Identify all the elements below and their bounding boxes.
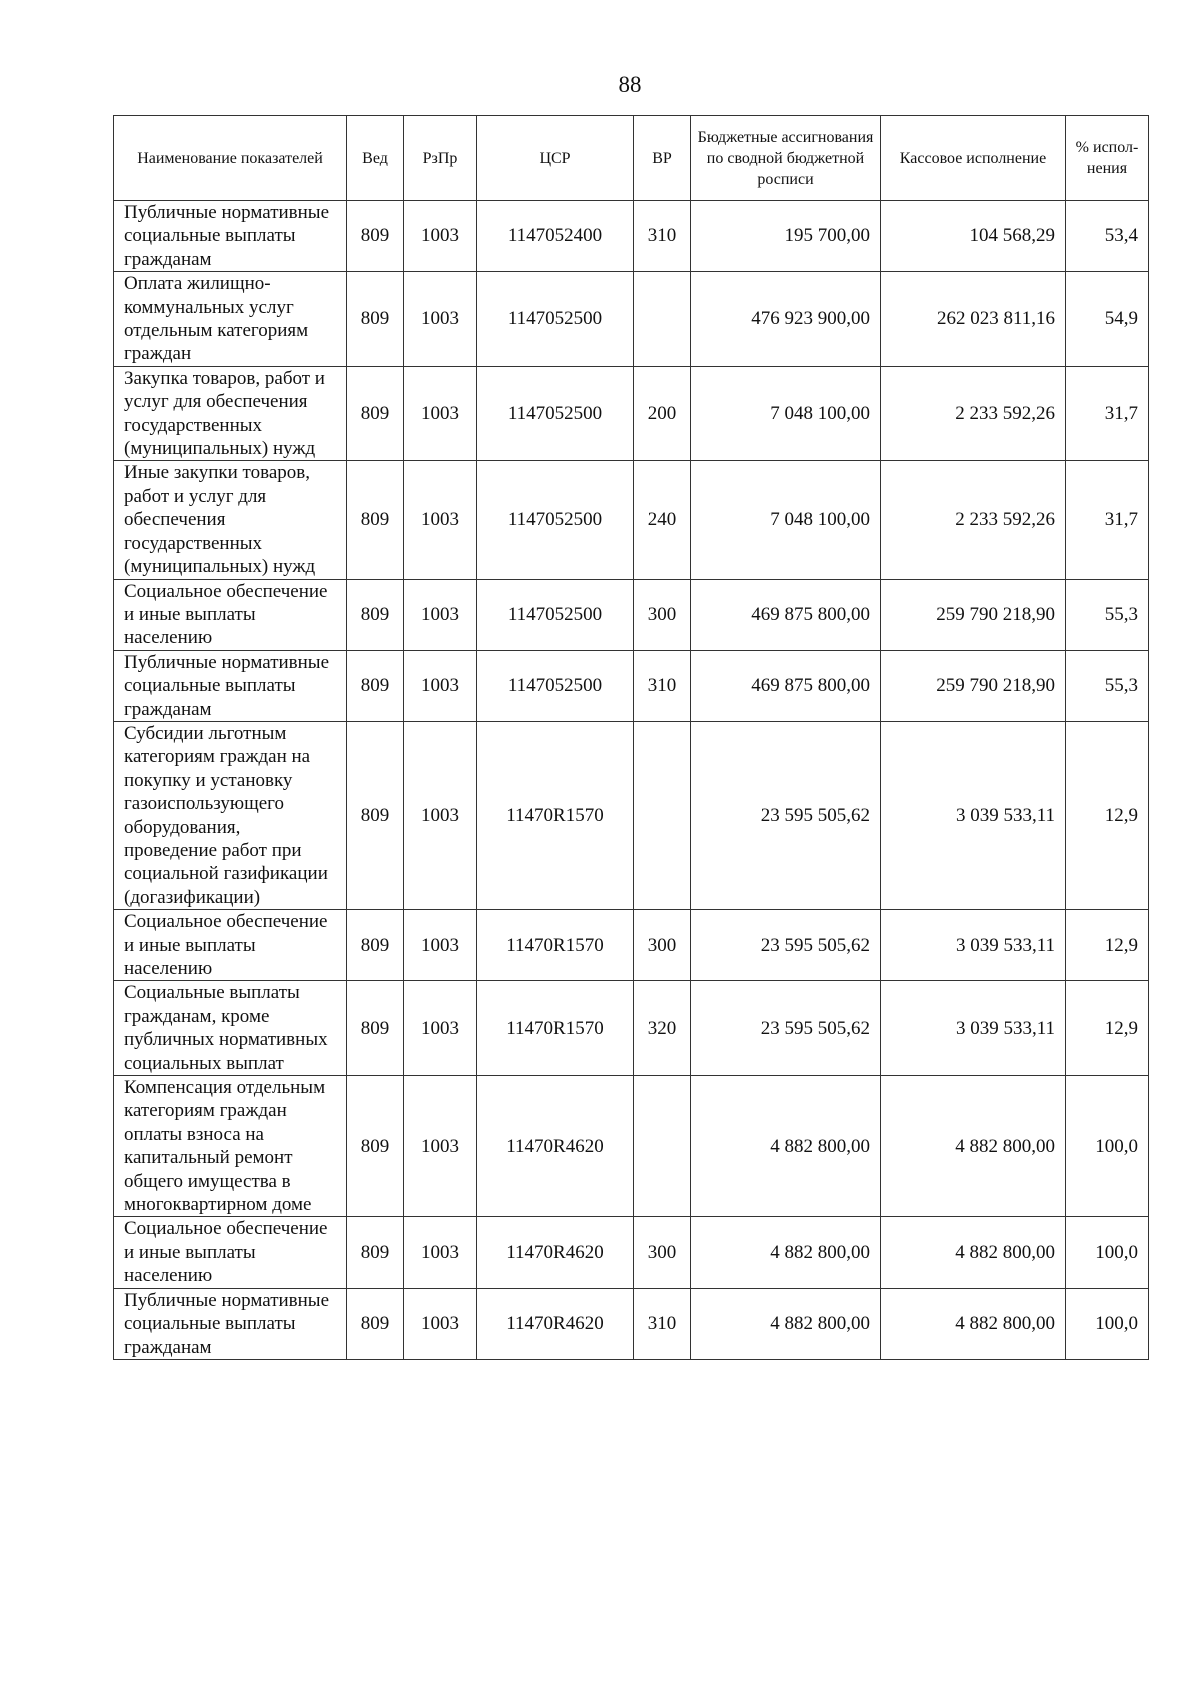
row-vr: 320 [634,981,691,1076]
table-row [114,201,1149,272]
row-percent: 100,0 [1066,1217,1149,1288]
row-csr: 1147052400 [477,201,634,272]
row-vr [634,1076,691,1217]
row-name: Публичные нормативные социальные выплаты гражданам [114,201,347,272]
row-name: Социальные выплаты гражданам, кроме публичных нормативных социальных выплат [114,981,347,1076]
row-csr: 11470R4620 [477,1288,634,1359]
row-cash: 262 023 811,16 [881,272,1066,367]
row-cash: 3 039 533,11 [881,981,1066,1076]
row-cash: 4 882 800,00 [881,1288,1066,1359]
row-cash: 259 790 218,90 [881,579,1066,650]
row-budget: 7 048 100,00 [691,366,881,461]
row-csr: 1147052500 [477,461,634,579]
row-rzpr: 1003 [404,461,477,579]
row-cash: 2 233 592,26 [881,461,1066,579]
row-vr: 300 [634,910,691,981]
row-vr: 310 [634,1288,691,1359]
row-cash: 2 233 592,26 [881,366,1066,461]
row-percent: 55,3 [1066,579,1149,650]
row-rzpr: 1003 [404,579,477,650]
table-row [114,1076,1149,1217]
row-percent: 54,9 [1066,272,1149,367]
row-percent: 12,9 [1066,910,1149,981]
row-budget: 23 595 505,62 [691,721,881,909]
row-vr: 310 [634,201,691,272]
row-rzpr: 1003 [404,272,477,367]
row-ved: 809 [347,272,404,367]
row-rzpr: 1003 [404,366,477,461]
row-csr: 1147052500 [477,366,634,461]
row-budget: 476 923 900,00 [691,272,881,367]
row-cash: 4 882 800,00 [881,1217,1066,1288]
row-percent: 31,7 [1066,461,1149,579]
row-name: Иные закупки товаров, работ и услуг для обеспечения государственных (муниципальных) нужд [114,461,347,579]
row-ved: 809 [347,461,404,579]
row-cash: 3 039 533,11 [881,910,1066,981]
row-ved: 809 [347,650,404,721]
header-csr: ЦСР [477,116,634,201]
table-header-row [114,116,1149,201]
row-percent: 12,9 [1066,721,1149,909]
row-csr: 11470R1570 [477,721,634,909]
header-budget: Бюджетные ассигнования по сводной бюджетной росписи [691,116,881,201]
row-ved: 809 [347,201,404,272]
row-cash: 259 790 218,90 [881,650,1066,721]
row-rzpr: 1003 [404,1217,477,1288]
row-budget: 469 875 800,00 [691,579,881,650]
row-csr: 11470R4620 [477,1217,634,1288]
row-vr: 240 [634,461,691,579]
row-ved: 809 [347,721,404,909]
row-csr: 11470R4620 [477,1076,634,1217]
row-rzpr: 1003 [404,721,477,909]
row-budget: 23 595 505,62 [691,910,881,981]
row-budget: 7 048 100,00 [691,461,881,579]
row-name: Социальное обеспечение и иные выплаты населению [114,579,347,650]
row-vr: 300 [634,579,691,650]
table-row [114,981,1149,1076]
row-rzpr: 1003 [404,910,477,981]
table-row [114,272,1149,367]
row-budget: 4 882 800,00 [691,1217,881,1288]
row-rzpr: 1003 [404,981,477,1076]
row-ved: 809 [347,366,404,461]
header-percent: % испол-нения [1066,116,1149,201]
row-ved: 809 [347,1217,404,1288]
row-csr: 1147052500 [477,272,634,367]
row-rzpr: 1003 [404,1288,477,1359]
table-row [114,579,1149,650]
row-percent: 53,4 [1066,201,1149,272]
header-vr: ВР [634,116,691,201]
budget-execution-table [113,115,1149,1360]
row-vr: 200 [634,366,691,461]
row-vr: 300 [634,1217,691,1288]
table-row [114,461,1149,579]
row-budget: 195 700,00 [691,201,881,272]
row-name: Социальное обеспечение и иные выплаты населению [114,910,347,981]
row-vr: 310 [634,650,691,721]
row-csr: 11470R1570 [477,981,634,1076]
row-name: Компенсация отдельным категориям граждан оплаты взноса на капитальный ремонт общего имущества в многоквартирном доме [114,1076,347,1217]
row-vr [634,721,691,909]
row-csr: 1147052500 [477,579,634,650]
header-cash: Кассовое исполнение [881,116,1066,201]
row-vr [634,272,691,367]
header-rzpr: РзПр [404,116,477,201]
row-name: Социальное обеспечение и иные выплаты населению [114,1217,347,1288]
row-rzpr: 1003 [404,650,477,721]
row-name: Субсидии льготным категориям граждан на покупку и установку газоиспользующего оборудования, проведение работ при социальной газификации (догазификации) [114,721,347,909]
row-budget: 4 882 800,00 [691,1076,881,1217]
row-percent: 100,0 [1066,1076,1149,1217]
table-row [114,1288,1149,1359]
row-name: Публичные нормативные социальные выплаты гражданам [114,650,347,721]
row-ved: 809 [347,579,404,650]
table-row [114,1217,1149,1288]
row-percent: 31,7 [1066,366,1149,461]
row-csr: 1147052500 [477,650,634,721]
row-ved: 809 [347,910,404,981]
row-budget: 4 882 800,00 [691,1288,881,1359]
row-cash: 104 568,29 [881,201,1066,272]
row-cash: 4 882 800,00 [881,1076,1066,1217]
page-number: 88 [618,72,642,97]
table-row [114,721,1149,909]
row-percent: 12,9 [1066,981,1149,1076]
row-cash: 3 039 533,11 [881,721,1066,909]
row-name: Оплата жилищно-коммунальных услуг отдельным категориям граждан [114,272,347,367]
table-row [114,650,1149,721]
table-row [114,366,1149,461]
header-name: Наименование показателей [114,116,347,201]
row-name: Публичные нормативные социальные выплаты гражданам [114,1288,347,1359]
row-percent: 55,3 [1066,650,1149,721]
row-csr: 11470R1570 [477,910,634,981]
row-budget: 469 875 800,00 [691,650,881,721]
row-percent: 100,0 [1066,1288,1149,1359]
row-name: Закупка товаров, работ и услуг для обеспечения государственных (муниципальных) нужд [114,366,347,461]
row-rzpr: 1003 [404,201,477,272]
row-ved: 809 [347,1288,404,1359]
row-ved: 809 [347,981,404,1076]
row-ved: 809 [347,1076,404,1217]
row-budget: 23 595 505,62 [691,981,881,1076]
header-ved: Вед [347,116,404,201]
table-row [114,910,1149,981]
row-rzpr: 1003 [404,1076,477,1217]
